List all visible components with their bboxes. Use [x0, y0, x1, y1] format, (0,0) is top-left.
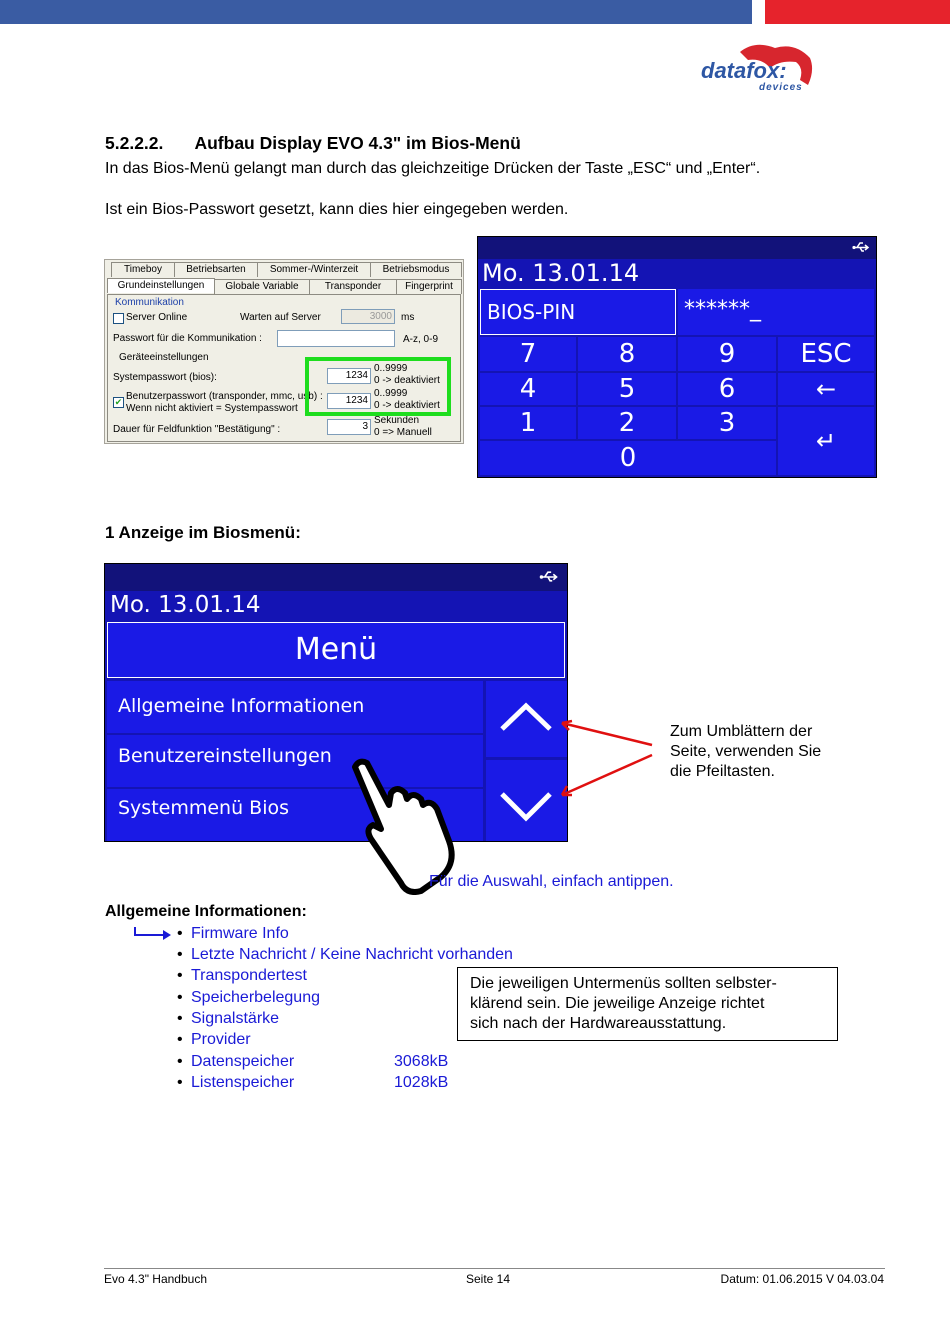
key-1[interactable]: 1 [480, 407, 576, 439]
user-password-checkbox[interactable]: ✔ [114, 397, 123, 407]
pin-value[interactable]: ******_ [678, 289, 874, 335]
arrow-lines [556, 715, 656, 800]
pin-date: Mo. 13.01.14 [482, 259, 640, 287]
tab-globale-variable[interactable]: Globale Variable [214, 279, 310, 294]
key-4[interactable]: 4 [480, 373, 576, 405]
duration-label: Dauer für Feldfunktion "Bestätigung" : [113, 424, 281, 435]
key-esc[interactable]: ESC [778, 337, 874, 371]
pin-screen [477, 236, 877, 478]
item-label: Speicherbelegung [191, 989, 320, 1006]
password-hint: A-z, 0-9 [403, 334, 439, 345]
menu-date: Mo. 13.01.14 [110, 592, 261, 618]
server-online-label: Server Online [126, 312, 188, 323]
key-backspace[interactable]: ← [778, 373, 874, 405]
section2-title: 1 Anzeige im Biosmenü: [105, 523, 301, 542]
section-heading [105, 133, 521, 154]
arrow-note-line-2: Seite, verwenden Sie [670, 743, 822, 760]
list-item: • Firmware Info [177, 925, 289, 942]
key-3[interactable]: 3 [678, 407, 776, 439]
item-label: Letzte Nachricht / Keine Nachricht vorhanden [191, 946, 513, 963]
wait-label: Warten auf Server [240, 312, 321, 323]
server-online-checkbox[interactable] [113, 313, 124, 324]
list-item: • Signalstärke [177, 1010, 280, 1027]
menu-title: Menü [107, 622, 565, 678]
pin-status-bar [478, 237, 876, 259]
tab-timeboy[interactable]: Timeboy [111, 262, 175, 277]
wait-input[interactable]: 3000 [341, 309, 395, 324]
arrow-note-line-1: Zum Umblättern der [670, 723, 813, 740]
footer-left: Evo 4.3" Handbuch [104, 1272, 207, 1286]
highlight-frame [305, 357, 451, 416]
note-box-line-2: klärend sein. Die jeweilige Anzeige richtet [470, 995, 765, 1012]
item-value: 1028kB [394, 1074, 449, 1091]
key-0[interactable]: 0 [480, 441, 776, 475]
key-6[interactable]: 6 [678, 373, 776, 405]
user-password-label-1: Benutzerpasswort (transponder, mmc, usb) : [126, 391, 323, 402]
list-item: • Datenspeicher [177, 1053, 295, 1070]
duration-input[interactable]: 3 [327, 419, 371, 435]
key-8[interactable]: 8 [578, 337, 676, 371]
tap-hint: Für die Auswahl, einfach antippen. [429, 873, 674, 890]
logo-name: datafox: [701, 58, 787, 83]
group-geraeteeinstellungen: Geräteeinstellungen [119, 352, 209, 363]
arrow-right-icon [133, 925, 175, 941]
note-box [457, 967, 838, 1041]
key-5[interactable]: 5 [578, 373, 676, 405]
intro-line-2: Ist ein Bios-Passwort gesetzt, kann dies hier eingegeben werden. [105, 201, 569, 218]
item-label: Listenspeicher [191, 1074, 295, 1091]
item-label: Provider [191, 1031, 251, 1048]
list-item: • Speicherbelegung [177, 989, 320, 1006]
user-password-hint-1: 0..9999 [374, 388, 408, 399]
pin-label: BIOS-PIN [480, 289, 676, 335]
menu-item-allgemeine-informationen[interactable]: Allgemeine Informationen [107, 681, 483, 733]
tab-sommer-winterzeit[interactable]: Sommer-/Winterzeit [257, 262, 371, 277]
user-password-input[interactable]: 1234 [327, 393, 371, 409]
key-7[interactable]: 7 [480, 337, 576, 371]
page-up-button[interactable] [486, 681, 567, 757]
footer-divider [104, 1268, 885, 1269]
system-password-hint-2: 0 -> deaktiviert [374, 375, 440, 386]
menu-item-systemmenue-bios[interactable]: Systemmenü Bios [107, 789, 483, 841]
footer-page: Seite 14 [466, 1272, 511, 1286]
header-bar-red [765, 0, 950, 24]
list-item: • Provider [177, 1031, 251, 1048]
intro-line-1: In das Bios-Menü gelangt man durch das gleichzeitige Drücken der Taste „ESC“ und „Enter“. [105, 160, 761, 177]
system-password-label: Systempasswort (bios): [113, 372, 217, 383]
password-input[interactable] [277, 330, 395, 347]
info-title: Allgemeine Informationen: [105, 903, 307, 920]
arrow-note [670, 722, 821, 782]
note-box-line-3: sich nach der Hardwareausstattung. [470, 1015, 727, 1032]
item-value: 3068kB [394, 1053, 449, 1070]
item-label: Firmware Info [191, 925, 289, 942]
chevron-up-icon [486, 681, 567, 757]
user-password-label-2: Wenn nicht aktiviert = Systempasswort [126, 403, 298, 414]
menu-screen [104, 563, 568, 842]
list-item: • Letzte Nachricht / Keine Nachricht vorhanden [177, 946, 513, 963]
settings-dialog [104, 259, 464, 444]
duration-hint-2: 0 => Manuell [374, 427, 432, 438]
footer-right: Datum: 01.06.2015 V 04.03.04 [720, 1272, 884, 1286]
item-label: Datenspeicher [191, 1053, 295, 1070]
usb-icon [539, 570, 559, 584]
tab-fingerprint[interactable]: Fingerprint [396, 279, 462, 294]
duration-hint-1: Sekunden [374, 415, 420, 426]
user-password-hint-2: 0 -> deaktiviert [374, 400, 440, 411]
logo-subtitle: devices [759, 82, 803, 93]
list-item: • Transpondertest [177, 967, 307, 984]
arrow-note-line-3: die Pfeiltasten. [670, 763, 775, 780]
wait-unit: ms [401, 312, 415, 323]
group-kommunikation: Kommunikation [115, 297, 184, 308]
item-label: Transpondertest [191, 967, 307, 984]
tab-grundeinstellungen[interactable]: Grundeinstellungen [107, 278, 215, 293]
note-box-line-1: Die jeweiligen Untermenüs sollten selbster- [470, 975, 777, 992]
page-down-button[interactable] [486, 760, 567, 841]
header-bar-blue [0, 0, 752, 24]
usb-icon [852, 241, 870, 254]
heading-number: 5.2.2.2. [105, 133, 164, 153]
item-label: Signalstärke [191, 1010, 280, 1027]
list-item: • Listenspeicher [177, 1074, 295, 1091]
system-password-hint-1: 0..9999 [374, 363, 408, 374]
tab-transponder[interactable]: Transponder [309, 279, 397, 294]
menu-status-bar [105, 564, 567, 591]
menu-item-benutzereinstellungen[interactable]: Benutzereinstellungen [107, 735, 483, 787]
key-enter[interactable]: ↵ [778, 407, 874, 475]
system-password-input[interactable]: 1234 [327, 368, 371, 384]
tab-betriebsarten[interactable]: Betriebsarten [174, 262, 258, 277]
heading-title: Aufbau Display EVO 4.3" im Bios-Menü [194, 133, 521, 153]
chevron-down-icon [486, 760, 567, 841]
key-9[interactable]: 9 [678, 337, 776, 371]
password-label: Passwort für die Kommunikation : [113, 333, 262, 344]
key-2[interactable]: 2 [578, 407, 676, 439]
tab-betriebsmodus[interactable]: Betriebsmodus [370, 262, 462, 277]
